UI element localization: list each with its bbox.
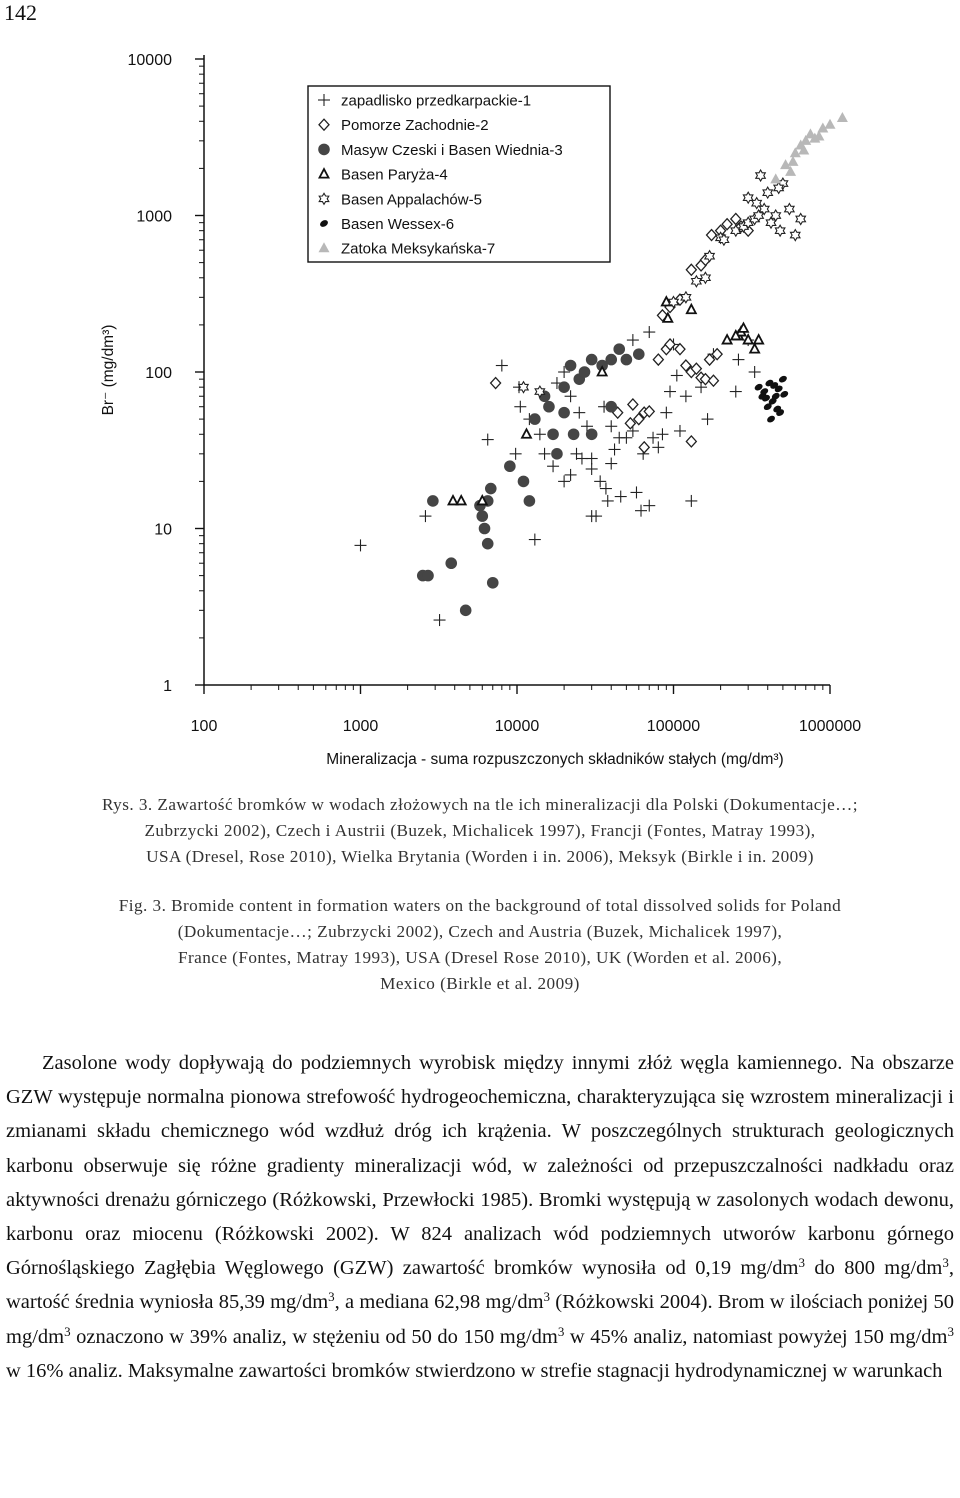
data-point: [656, 428, 668, 440]
data-point: [543, 401, 555, 413]
data-point: [355, 539, 367, 551]
data-point: [482, 434, 494, 446]
data-point: [639, 442, 649, 453]
data-point: [529, 534, 541, 546]
data-point: [723, 335, 732, 344]
data-point: [671, 369, 683, 381]
data-point: [675, 344, 685, 355]
y-tick-label: 1: [163, 678, 172, 695]
data-point: [547, 428, 559, 440]
data-point: [732, 354, 744, 366]
data-point: [605, 458, 617, 470]
data-point: [702, 413, 714, 425]
data-point: [491, 378, 501, 389]
data-point: [620, 432, 632, 444]
superscript: 3: [543, 1289, 551, 1305]
data-point: [539, 448, 551, 460]
data-point: [586, 453, 598, 465]
caption-line: France (Fontes, Matray 1993), USA (Dresel Rose 2010), UK (Worden et al. 2006),: [177, 948, 783, 967]
legend-label: Basen Appalachów-5: [341, 191, 482, 209]
data-point: [633, 348, 645, 360]
data-point: [791, 230, 801, 241]
data-point: [427, 495, 439, 507]
superscript: 3: [328, 1289, 335, 1305]
data-point: [770, 173, 781, 183]
data-point: [739, 323, 748, 332]
data-point: [565, 469, 577, 481]
caption-line: Mexico (Birkle et al. 2009): [380, 974, 580, 993]
legend-label: Zatoka Meksykańska-7: [341, 240, 496, 258]
data-point: [522, 429, 531, 438]
data-point: [605, 354, 617, 366]
data-point: [586, 463, 598, 475]
superscript: 3: [798, 1255, 805, 1271]
body-text-run: , a mediana 62,98 mg/dm: [334, 1291, 544, 1314]
data-point: [579, 366, 591, 378]
data-point: [586, 428, 598, 440]
data-point: [565, 360, 577, 372]
data-point: [686, 436, 696, 447]
data-point: [652, 441, 664, 453]
data-point: [692, 276, 702, 287]
data-point: [519, 382, 529, 393]
data-point: [686, 264, 696, 275]
data-point: [660, 407, 672, 419]
caption-line: Fig. 3. Bromide content in formation waters on the background of total dissolved solids for Poland: [118, 896, 842, 915]
data-point: [775, 225, 785, 236]
data-point: [615, 491, 627, 503]
data-point: [680, 390, 692, 402]
data-point: [750, 344, 759, 353]
data-point: [476, 510, 488, 522]
data-point: [749, 366, 761, 378]
data-point: [605, 420, 617, 432]
caption-line: (Dokumentacje…; Zubrzycki 2002), Czech and Austria (Buzek, Michalicek 1997),: [177, 922, 783, 941]
data-point: [778, 374, 788, 383]
data-point: [707, 230, 717, 241]
data-point: [482, 538, 494, 550]
y-tick-label: 100: [145, 365, 172, 382]
series-7: [770, 112, 848, 183]
data-point: [754, 335, 763, 344]
caption-line: USA (Dresel, Rose 2010), Wielka Brytania (Worden i in. 2006), Meksyk (Birkle i in. 2009): [146, 847, 814, 866]
data-point: [479, 523, 491, 535]
data-point: [825, 119, 836, 129]
caption-line: Rys. 3. Zawartość bromków w wodach złożowych na tle ich mineralizacji dla Polski (Dokumentacje…;: [101, 795, 859, 814]
body-text-run: , wartość średnia wyniosła 85,39 mg/dm: [6, 1257, 954, 1314]
data-point: [674, 425, 686, 437]
superscript: 3: [557, 1323, 565, 1339]
data-point: [630, 486, 642, 498]
data-point: [547, 460, 559, 472]
data-point: [445, 557, 457, 569]
data-point: [594, 475, 606, 487]
y-axis-label: Br⁻ (mg/dm³): [100, 324, 117, 416]
data-point: [460, 605, 472, 617]
data-point: [743, 192, 753, 203]
data-point: [496, 360, 508, 372]
body-text-run: w 45% analiz, natomiast powyżej 150 mg/dm: [564, 1325, 948, 1348]
data-point: [701, 272, 711, 283]
figure-caption-polish: [0, 792, 960, 870]
series-4: [449, 297, 764, 504]
body-text-run: Zasolone wody dopływają do podziemnych wyrobisk między innymi złóż węgla kamiennego. Na obszarze GZW występuje normalna pionowa strefowość hydrogeochemiczna, charakteryzująca się wzrostem mineralizacji i zmianami składu chemicznego wód wzdłuż dróg ich krążenia. W poszczególnych strukturach geologicznych karbonu obserwuje się różne gradienty mineralizacji wód, w zależności od przepuszczalności nadkładu oraz aktywności drenażu górniczego (Różkowski, Przewłocki 1985). Bromki występują w zasolonych wodach dewonu, karbonu oraz miocenu (Różkowski 2002). W 824 analizach wód podziemnych utworów karbonu górnego Górnośląskiego Zagłębia Węglowego (GZW) zawartość bromków wynosiła od 0,19 mg/dm: [6, 1052, 954, 1280]
data-point: [613, 343, 625, 355]
data-point: [457, 496, 466, 505]
figure-caption-english: [0, 893, 960, 997]
data-point: [558, 475, 570, 487]
superscript: 3: [947, 1323, 954, 1339]
data-point: [785, 204, 795, 215]
data-point: [653, 354, 663, 365]
x-tick-label: 1000000: [798, 718, 862, 735]
data-point: [687, 305, 696, 314]
legend-label: Pomorze Zachodnie-2: [341, 117, 489, 135]
legend-label: zapadlisko przedkarpackie-1: [341, 92, 532, 110]
chart-legend: [308, 86, 610, 262]
x-tick-label: 100: [190, 718, 218, 735]
data-point: [422, 570, 434, 582]
data-point: [730, 386, 742, 398]
body-text-run: (Różkowski 2004). Brom w ilościach poniżej 50 mg/dm: [6, 1291, 955, 1348]
data-point: [628, 399, 638, 410]
data-point: [787, 156, 798, 166]
data-point: [796, 214, 806, 225]
data-point: [487, 577, 499, 589]
data-point: [602, 495, 614, 507]
x-tick-label: 100000: [646, 718, 701, 735]
y-tick-label: 10: [154, 521, 172, 539]
data-point: [558, 381, 570, 393]
body-text-run: oznaczono w 39% analiz, w stężeniu od 50 do 150 mg/dm: [70, 1325, 558, 1348]
x-tick-label: 1000: [342, 718, 379, 735]
superscript: 3: [942, 1255, 949, 1271]
data-point: [529, 413, 541, 425]
data-point: [558, 407, 570, 419]
data-point: [449, 496, 458, 505]
y-tick-label: 10000: [127, 52, 172, 69]
data-point: [837, 112, 848, 122]
body-text-run: w 16% analiz. Maksymalne zawartości bromków stwierdzono w strefie stagnacji hydrodynamicznej w warunkach: [6, 1359, 943, 1382]
data-point: [756, 170, 766, 181]
caption-line: Zubrzycki 2002), Czech i Austrii (Buzek, Michalicek 1997), Francji (Fontes, Matray 1993),: [144, 821, 816, 840]
data-point: [514, 401, 526, 413]
legend-label: Basen Paryża-4: [341, 166, 448, 184]
data-point: [518, 476, 530, 488]
y-tick-label: 1000: [136, 208, 172, 226]
data-point: [627, 334, 639, 346]
x-tick-label: 10000: [494, 718, 540, 735]
data-point: [605, 401, 617, 413]
data-point: [551, 448, 563, 460]
data-point: [568, 428, 580, 440]
data-point: [510, 448, 522, 460]
data-point: [504, 460, 516, 472]
body-text-run: do 800 mg/dm: [805, 1257, 943, 1280]
legend-label: Basen Wessex-6: [341, 216, 455, 233]
superscript: 3: [64, 1323, 71, 1339]
data-point: [763, 187, 773, 198]
series-3: [417, 343, 645, 616]
series-6: [754, 374, 790, 423]
data-point: [534, 428, 546, 440]
legend-marker: [318, 144, 330, 156]
data-point: [766, 414, 776, 423]
data-point: [524, 495, 536, 507]
data-point: [708, 375, 718, 386]
data-point: [586, 354, 598, 366]
data-point: [434, 614, 446, 626]
data-point: [643, 500, 655, 512]
data-point: [635, 505, 647, 517]
data-point: [685, 495, 697, 507]
data-point: [600, 483, 612, 495]
data-point: [643, 326, 655, 338]
legend-label: Masyw Czeski i Basen Wiednia-3: [341, 141, 563, 159]
data-point: [621, 354, 633, 366]
page-number: 142: [4, 0, 37, 25]
data-point: [419, 510, 431, 522]
data-point: [573, 407, 585, 419]
body-paragraph: [6, 1046, 954, 1388]
data-point: [664, 386, 676, 398]
data-point: [647, 432, 659, 444]
data-point: [609, 443, 621, 455]
data-point: [485, 483, 497, 495]
x-axis-label: Mineralizacja - suma rozpuszczonych składników stałych (mg/dm³): [326, 751, 784, 768]
